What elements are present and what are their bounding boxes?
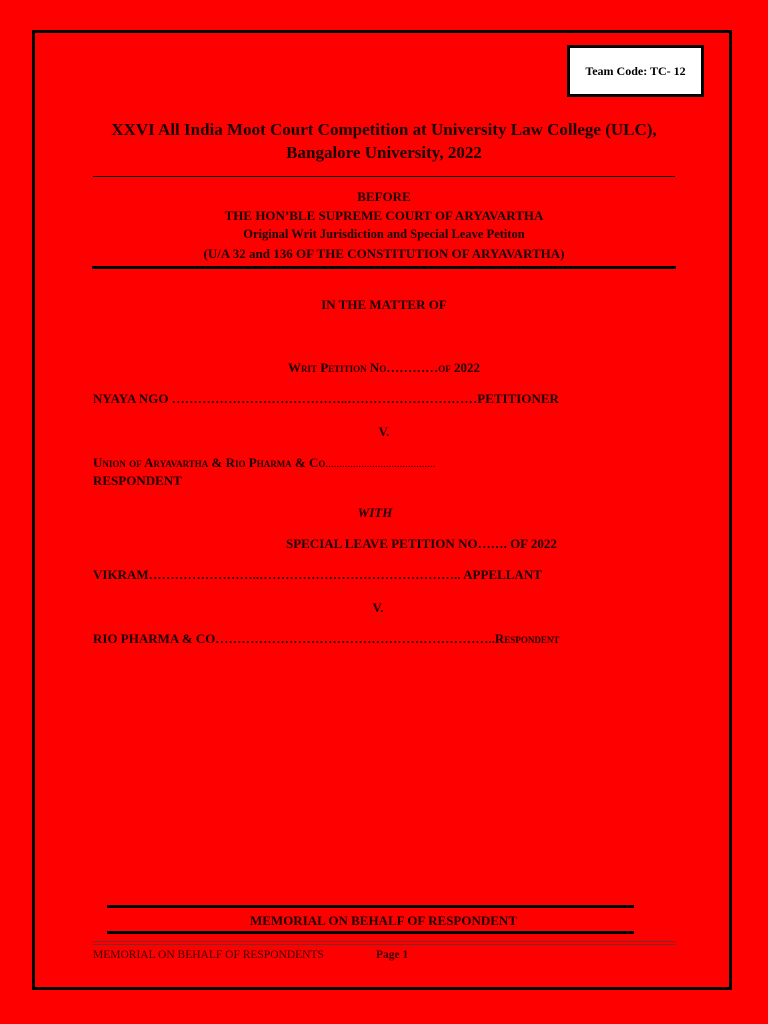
appellant-dots: ……………………..……………………………………….. [148, 567, 461, 582]
before-label: BEFORE [357, 189, 411, 204]
title-divider [93, 176, 675, 177]
respondent-party: Union of Aryavartha & Rio Pharma & Co [93, 455, 326, 470]
writ-petition-line [80, 360, 688, 376]
footer-rule-2 [93, 944, 675, 945]
footer-rule [93, 941, 675, 942]
memorial-top-rule [107, 905, 634, 908]
writ-petition-dots: ………… [386, 360, 439, 375]
respondent-dots: ........................................ [325, 458, 436, 470]
footer-page-number: Page 1 [376, 949, 409, 961]
articles: (U/A 32 and 136 OF THE CONSTITUTION OF ARYAVARTHA) [203, 246, 565, 261]
slp-line: SPECIAL LEAVE PETITION NO……. OF 2022 [286, 536, 557, 551]
appellant-row [93, 567, 542, 583]
writ-petition-suffix: of 2022 [438, 360, 481, 375]
rio-party: RIO PHARMA & CO [93, 631, 216, 646]
versus-1: V. [378, 424, 390, 439]
writ-petition-label: Writ Petition No [287, 360, 387, 375]
court-divider [92, 266, 676, 269]
petitioner-row [93, 391, 559, 407]
petitioner-role: PETITIONER [477, 391, 559, 406]
team-code: Team Code: TC- 12 [585, 63, 686, 78]
title-line-1: XXVI All India Moot Court Competition at University Law College (ULC), [111, 120, 657, 139]
title-line-2: Bangalore University, 2022 [286, 143, 482, 162]
rio-row [93, 631, 559, 647]
court-heading [80, 187, 688, 263]
petitioner-party: NYAYA NGO [93, 391, 169, 406]
rio-dots: ……………………………………………………….. [215, 631, 495, 646]
document-title [80, 118, 688, 164]
with-label: WITH [357, 505, 393, 520]
respondent-row [93, 455, 435, 471]
appellant-role: APPELLANT [460, 567, 542, 582]
jurisdiction: Original Writ Jurisdiction and Special Leave Petiton [243, 227, 525, 241]
footer-text: MEMORIAL ON BEHALF OF RESPONDENTS [93, 949, 324, 961]
in-the-matter-heading: IN THE MATTER OF [321, 297, 447, 312]
court-name: THE HON’BLE SUPREME COURT OF ARYAVARTHA [224, 208, 544, 223]
rio-role: Respondent [494, 631, 560, 646]
memorial-bottom-rule [107, 931, 634, 934]
memorial-banner: MEMORIAL ON BEHALF OF RESPONDENT [249, 913, 517, 928]
versus-2: V. [372, 600, 384, 615]
petitioner-dots: …………………………………..………………………… [168, 391, 478, 406]
team-code-box [567, 45, 704, 97]
appellant-party: VIKRAM [93, 567, 149, 582]
respondent-role: RESPONDENT [93, 473, 182, 488]
